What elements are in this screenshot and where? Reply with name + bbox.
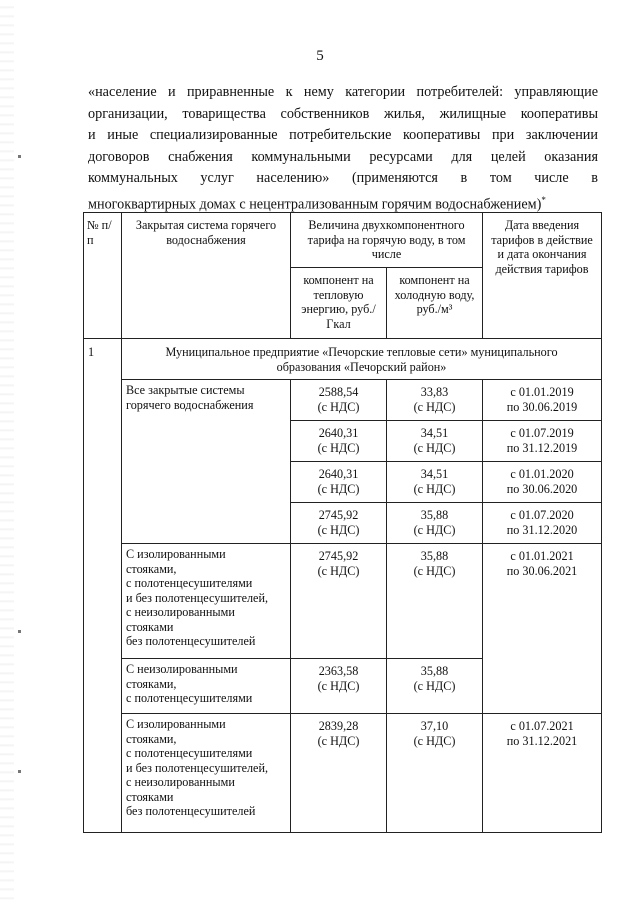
heat-value: 2839,28 xyxy=(318,719,359,733)
heat-vat: (с НДС) xyxy=(317,522,360,537)
heat-value: 2363,58 xyxy=(318,664,359,678)
heat-cell xyxy=(291,659,387,714)
intro-line: многоквартирных домах с нецентрализованным горячим водоснабжением) xyxy=(88,196,542,213)
heat-vat: (с НДС) xyxy=(317,563,360,578)
heat-cell xyxy=(291,462,387,503)
heat-cell xyxy=(291,380,387,421)
system-line: С изолированными xyxy=(126,717,226,731)
system-line: стояками, xyxy=(126,731,177,746)
cold-vat: (с НДС) xyxy=(413,522,456,537)
date-to: по 31.12.2021 xyxy=(506,733,578,748)
date-cell xyxy=(483,503,602,544)
section-organization: Муниципальное предприятие «Печорские тепловые сети» муниципального образования «Печорский район» xyxy=(122,339,602,380)
heat-cell xyxy=(291,503,387,544)
section-row xyxy=(84,339,602,380)
heat-vat: (с НДС) xyxy=(317,733,360,748)
heat-vat: (с НДС) xyxy=(317,481,360,496)
date-cell xyxy=(483,462,602,503)
heat-value: 2640,31 xyxy=(318,467,359,481)
system-line: без полотенцесушителей xyxy=(126,804,256,818)
intro-line: коммунальных услуг населению» (применяются в том числе в xyxy=(88,170,598,186)
row-system xyxy=(122,714,291,833)
system-line: С изолированными xyxy=(126,547,226,561)
cold-cell xyxy=(387,421,483,462)
heat-cell xyxy=(291,421,387,462)
cold-vat: (с НДС) xyxy=(413,733,456,748)
heat-vat: (с НДС) xyxy=(317,678,360,693)
intro-line: и иные специализированные потребительские кооперативы при заключении xyxy=(88,127,598,143)
system-line: и без полотенцесушителей, xyxy=(126,760,269,775)
system-line: и без полотенцесушителей, xyxy=(126,590,269,605)
system-line: С неизолированными xyxy=(126,662,238,676)
cold-value: 35,88 xyxy=(420,664,449,678)
footnote-mark: * xyxy=(541,194,546,205)
table-row xyxy=(84,380,602,421)
intro-line: организации, товарищества собственников жилья, жилищные кооперативы xyxy=(88,105,598,122)
cold-vat: (с НДС) xyxy=(413,481,456,496)
date-from: с 01.01.2020 xyxy=(510,467,574,481)
date-from: с 01.07.2019 xyxy=(510,426,574,440)
heat-cell xyxy=(291,544,387,659)
system-line: с полотенцесушителями xyxy=(126,746,253,760)
system-line: стояками xyxy=(126,619,174,634)
page-number: 5 xyxy=(316,48,324,64)
scan-edge xyxy=(0,0,14,905)
system-line: с неизолированными xyxy=(126,775,235,789)
scan-mark xyxy=(18,155,21,158)
cold-vat: (с НДС) xyxy=(413,399,456,414)
cold-vat: (с НДС) xyxy=(413,678,456,693)
system-line: с неизолированными xyxy=(126,605,235,619)
table-row xyxy=(84,544,602,659)
intro-line: договоров снабжения коммунальными ресурсами для целей оказания xyxy=(88,148,598,165)
heat-value: 2640,31 xyxy=(318,426,359,440)
section-number: 1 xyxy=(84,339,122,833)
cold-value: 35,88 xyxy=(420,549,449,563)
tariff-table xyxy=(83,212,602,833)
row-system xyxy=(122,659,291,714)
date-cell xyxy=(483,714,602,833)
date-cell xyxy=(483,421,602,462)
heat-value: 2745,92 xyxy=(318,508,359,522)
cold-vat: (с НДС) xyxy=(413,563,456,578)
cold-value: 33,83 xyxy=(420,385,449,399)
cold-value: 37,10 xyxy=(420,719,449,733)
heat-vat: (с НДС) xyxy=(317,399,360,414)
scan-mark xyxy=(18,770,21,773)
heat-value: 2745,92 xyxy=(318,549,359,563)
intro-line: «население и приравненные к нему категории потребителей: управляющие xyxy=(88,84,598,100)
date-from: с 01.01.2021 xyxy=(510,549,574,563)
cold-cell xyxy=(387,544,483,659)
header-tariff: Величина двухкомпонентного тарифа на горячую воду, в том числе xyxy=(291,213,483,268)
intro-paragraph xyxy=(88,82,598,216)
cold-cell xyxy=(387,714,483,833)
cold-cell xyxy=(387,503,483,544)
header-heat-component: компонент на тепловую энергию, руб./Гкал xyxy=(291,268,387,339)
row-system: Все закрытые системы горячего водоснабжения xyxy=(122,380,291,544)
date-to: по 31.12.2019 xyxy=(506,440,578,455)
heat-cell xyxy=(291,714,387,833)
system-line: стояками, xyxy=(126,561,177,576)
header-cold-component: компонент на холодную воду, руб./м³ xyxy=(387,268,483,339)
header-num: № п/п xyxy=(84,213,122,339)
cold-value: 35,88 xyxy=(420,508,449,522)
date-to: по 30.06.2021 xyxy=(506,563,578,578)
header-dates: Дата введения тарифов в действие и дата окончания действия тарифов xyxy=(483,213,602,339)
date-to: по 30.06.2020 xyxy=(506,481,578,496)
date-from: с 01.07.2021 xyxy=(510,719,574,733)
date-to: по 31.12.2020 xyxy=(506,522,578,537)
system-line: стояками xyxy=(126,789,174,804)
system-line: стояками, xyxy=(126,676,177,691)
cold-vat: (с НДС) xyxy=(413,440,456,455)
cold-cell xyxy=(387,380,483,421)
cold-value: 34,51 xyxy=(420,467,449,481)
heat-value: 2588,54 xyxy=(318,385,359,399)
date-from: с 01.01.2019 xyxy=(510,385,574,399)
system-line: с полотенцесушителями xyxy=(126,691,253,705)
date-cell xyxy=(483,544,602,714)
cold-cell xyxy=(387,462,483,503)
cold-value: 34,51 xyxy=(420,426,449,440)
table-row xyxy=(84,714,602,833)
table-header-row xyxy=(84,213,602,268)
row-system xyxy=(122,544,291,659)
date-to: по 30.06.2019 xyxy=(506,399,578,414)
system-line: с полотенцесушителями xyxy=(126,576,253,590)
date-from: с 01.07.2020 xyxy=(510,508,574,522)
date-cell xyxy=(483,380,602,421)
heat-vat: (с НДС) xyxy=(317,440,360,455)
system-line: без полотенцесушителей xyxy=(126,634,256,648)
scan-mark xyxy=(18,630,21,633)
cold-cell xyxy=(387,659,483,714)
header-system: Закрытая система горячего водоснабжения xyxy=(122,213,291,339)
